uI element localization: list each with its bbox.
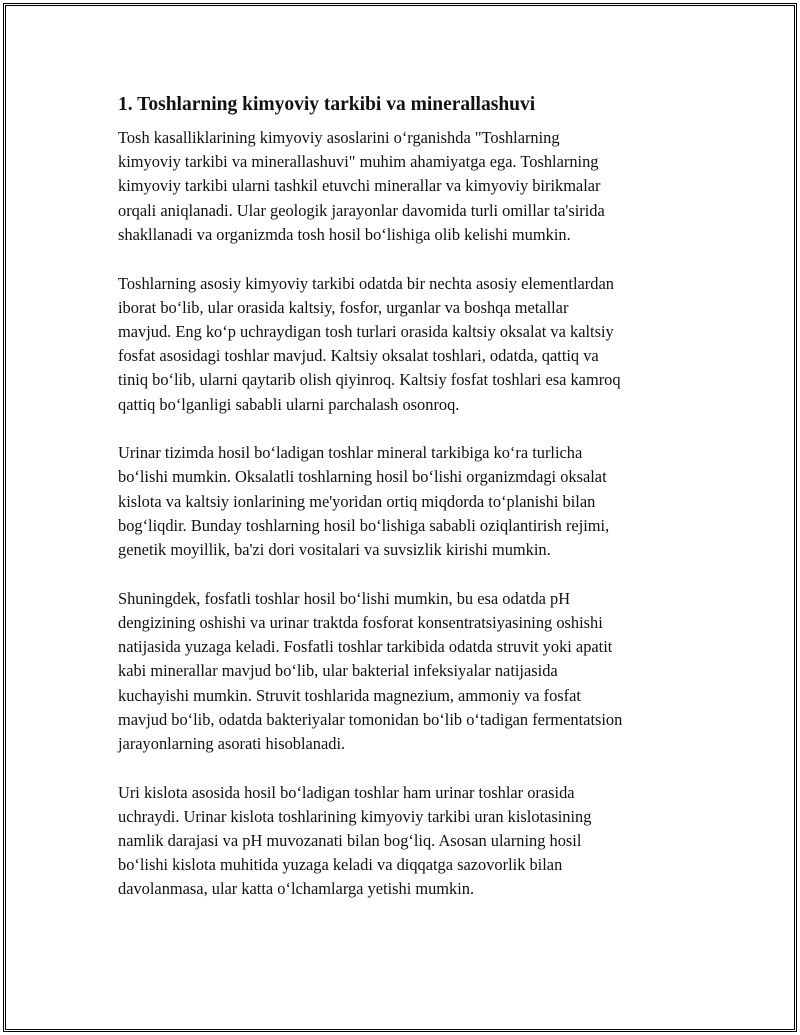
text-line: namlik darajasi va pH muvozanati bilan bog‘liq. Asosan ularning hosil — [118, 831, 582, 851]
text-line: Shuningdek, fosfatli toshlar hosil bo‘lishi mumkin, bu esa odatda pH — [118, 588, 571, 608]
document-body — [118, 92, 698, 926]
text-line: mavjud bo‘lib, odatda bakteriyalar tomonidan bo‘lib o‘tadigan fermentatsion — [118, 709, 623, 729]
text-line: kimyoviy tarkibi ularni tashkil etuvchi minerallar va kimyoviy birikmalar — [118, 176, 601, 196]
text-line: genetik moyillik, ba'zi dori vositalari va suvsizlik kirishi mumkin. — [118, 540, 551, 560]
text-line: Uri kislota asosida hosil bo‘ladigan toshlar ham urinar toshlar orasida — [118, 782, 575, 802]
text-line: tiniq bo‘lib, ularni qaytarib olish qiyinroq. Kaltsiy fosfat toshlari esa kamroq — [118, 370, 621, 390]
text-line: dengizining oshishi va urinar traktda fosforat konsentratsiyasining oshishi — [118, 612, 603, 632]
text-line: Tosh kasalliklarining kimyoviy asoslarini o‘rganishda "Toshlarning — [118, 128, 560, 147]
text-line: kimyoviy tarkibi va minerallashuvi" muhim ahamiyatga ega. Toshlarning — [118, 152, 599, 172]
text-line: kislota va kaltsiy ionlarining me'yoridan ortiq miqdorda to‘planishi bilan — [118, 491, 596, 511]
text-line: kabi minerallar mavjud bo‘lib, ular bakterial infeksiyalar natijasida — [118, 661, 558, 681]
text-line: iborat bo‘lib, ular orasida kaltsiy, fosfor, urganlar va boshqa metallar — [118, 297, 569, 317]
text-line: shakllanadi va organizmda tosh hosil bo‘lishiga olib kelishi mumkin. — [118, 224, 571, 244]
paragraph-3 — [118, 441, 698, 562]
text-line: Urinar tizimda hosil bo‘ladigan toshlar mineral tarkibiga ko‘ra turlicha — [118, 443, 583, 463]
paragraph-4 — [118, 587, 698, 756]
text-line: kuchayishi mumkin. Struvit toshlarida magnezium, ammoniy va fosfat — [118, 685, 581, 705]
paragraph-2 — [118, 272, 698, 417]
text-line: qattiq bo‘lganligi sababli ularni parchalash osonroq. — [118, 394, 460, 414]
text-line: Toshlarning asosiy kimyoviy tarkibi odatda bir nechta asosiy elementlardan — [118, 273, 614, 293]
text-line: uchraydi. Urinar kislota toshlarining kimyoviy tarkibi uran kislotasining — [118, 806, 592, 826]
text-line: bo‘lishi mumkin. Oksalatli toshlarning hosil bo‘lishi organizmdagi oksalat — [118, 467, 607, 487]
text-line: jarayonlarning asorati hisoblanadi. — [118, 733, 346, 753]
paragraph-1 — [118, 126, 698, 247]
text-line: davolanmasa, ular katta o‘lchamlarga yetishi mumkin. — [118, 879, 475, 899]
text-line: fosfat asosidagi toshlar mavjud. Kaltsiy oksalat toshlari, odatda, qattiq va — [118, 346, 599, 366]
text-line: bog‘liqdir. Bunday toshlarning hosil bo‘lishiga sababli oziqlantirish rejimi, — [118, 515, 610, 535]
paragraph-5 — [118, 781, 698, 902]
text-line: mavjud. Eng ko‘p uchraydigan tosh turlari orasida kaltsiy oksalat va kaltsiy — [118, 321, 614, 341]
section-heading: 1. Toshlarning kimyoviy tarkibi va minerallashuvi — [118, 94, 536, 115]
text-line: bo‘lishi kislota muhitida yuzaga keladi va diqqatga sazovorlik bilan — [118, 855, 563, 875]
text-line: natijasida yuzaga keladi. Fosfatli toshlar tarkibida odatda struvit yoki apatit — [118, 637, 613, 657]
text-line: orqali aniqlanadi. Ular geologik jarayonlar davomida turli omillar ta'sirida — [118, 200, 605, 220]
